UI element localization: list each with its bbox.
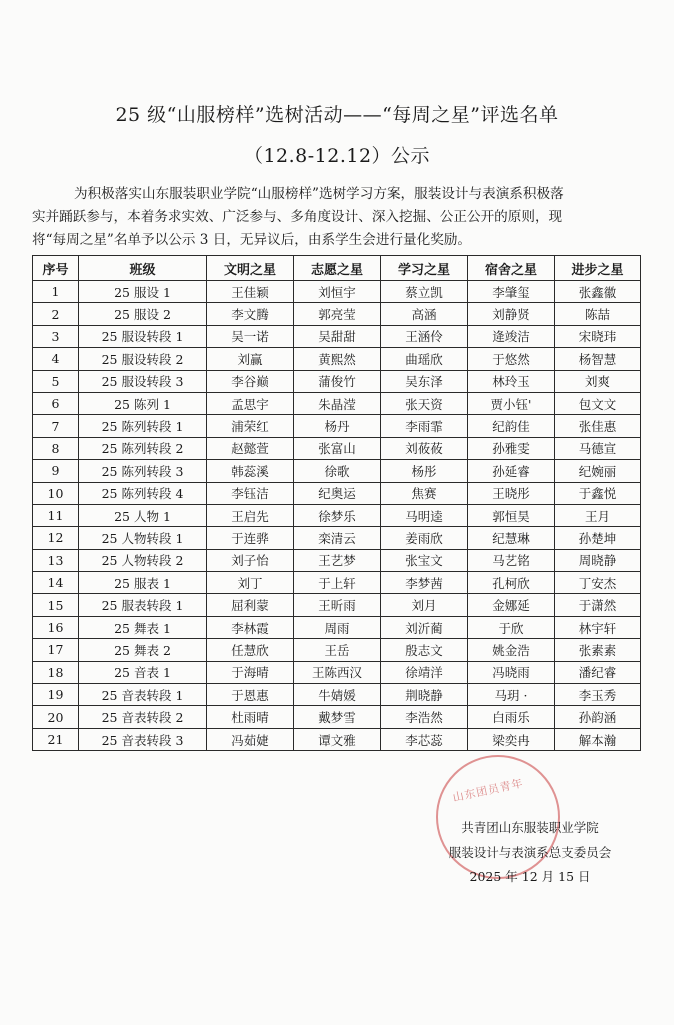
table-row	[33, 616, 641, 638]
table-cell: 刘恒宇	[294, 281, 381, 303]
table-cell: 李文腾	[207, 303, 294, 325]
table-cell: 杨丹	[294, 415, 381, 437]
table-cell: 于海晴	[207, 661, 294, 683]
table-cell: 于连骅	[207, 527, 294, 549]
table-cell: 25 音表转段 2	[79, 706, 207, 728]
table-cell: 17	[33, 639, 79, 661]
table-cell: 李玉秀	[555, 684, 641, 706]
table-cell: 金娜延	[468, 594, 555, 616]
table-cell: 张富山	[294, 437, 381, 459]
table-cell: 包文文	[555, 392, 641, 414]
table-cell: 孔柯欣	[468, 572, 555, 594]
table-cell: 姜雨欣	[381, 527, 468, 549]
star-roster-table	[32, 255, 641, 751]
table-cell: 王晓彤	[468, 482, 555, 504]
column-header: 志愿之星	[294, 256, 381, 281]
table-cell: 王昕雨	[294, 594, 381, 616]
table-cell: 刘月	[381, 594, 468, 616]
table-cell: 25 服设转段 2	[79, 348, 207, 370]
table-body	[33, 281, 641, 751]
table-cell: 陈喆	[555, 303, 641, 325]
table-cell: 于恩惠	[207, 684, 294, 706]
table-cell: 25 舞表 1	[79, 616, 207, 638]
table-row	[33, 527, 641, 549]
table-cell: 于鑫悦	[555, 482, 641, 504]
table-cell: 25 服设 2	[79, 303, 207, 325]
table-cell: 马艺铭	[468, 549, 555, 571]
table-row	[33, 572, 641, 594]
table-cell: 白雨乐	[468, 706, 555, 728]
table-cell: 25 音表 1	[79, 661, 207, 683]
table-cell: 20	[33, 706, 79, 728]
table-cell: 25 音表转段 3	[79, 728, 207, 750]
table-cell: 逄竣洁	[468, 325, 555, 347]
table-cell: 殷志文	[381, 639, 468, 661]
column-header: 班级	[79, 256, 207, 281]
table-cell: 戴梦雪	[294, 706, 381, 728]
table-cell: 纪慧琳	[468, 527, 555, 549]
table-cell: 焦赛	[381, 482, 468, 504]
table-cell: 郭恒昊	[468, 504, 555, 526]
table-cell: 25 陈列转段 2	[79, 437, 207, 459]
table-cell: 蔡立凯	[381, 281, 468, 303]
table-cell: 解本瀚	[555, 728, 641, 750]
table-cell: 林玲玉	[468, 370, 555, 392]
table-cell: 吴一诺	[207, 325, 294, 347]
table-cell: 屈利蒙	[207, 594, 294, 616]
signature-committee: 服装设计与表演系总支委员会	[448, 845, 612, 860]
table-cell: 25 服表转段 1	[79, 594, 207, 616]
table-cell: 高涵	[381, 303, 468, 325]
table-cell: 25 陈列转段 3	[79, 460, 207, 482]
table-cell: 徐梦乐	[294, 504, 381, 526]
table-cell: 李谷巅	[207, 370, 294, 392]
table-cell: 15	[33, 594, 79, 616]
table-cell: 孟思宇	[207, 392, 294, 414]
table-cell: 丁安杰	[555, 572, 641, 594]
table-cell: 刘静贤	[468, 303, 555, 325]
table-cell: 25 服设 1	[79, 281, 207, 303]
table-cell: 刘子怡	[207, 549, 294, 571]
signature-organization: 共青团山东服装职业学院	[461, 820, 599, 835]
document-title: 25 级“山服榜样”选树活动——“每周之星”评选名单	[115, 104, 559, 126]
table-header-row	[33, 256, 641, 281]
table-cell: 25 服设转段 3	[79, 370, 207, 392]
table-cell: 孙延睿	[468, 460, 555, 482]
table-row	[33, 549, 641, 571]
table-cell: 宋晓玮	[555, 325, 641, 347]
table-cell: 12	[33, 527, 79, 549]
table-cell: 王佳颖	[207, 281, 294, 303]
table-row	[33, 370, 641, 392]
table-cell: 21	[33, 728, 79, 750]
signature-date: 2025 年 12 月 15 日	[469, 869, 591, 884]
table-cell: 李钰洁	[207, 482, 294, 504]
table-row	[33, 348, 641, 370]
table-cell: 潘纪睿	[555, 661, 641, 683]
table-cell: 姚金浩	[468, 639, 555, 661]
table-cell: 黄熙然	[294, 348, 381, 370]
table-cell: 李林霞	[207, 616, 294, 638]
table-cell: 吴东泽	[381, 370, 468, 392]
table-cell: 王月	[555, 504, 641, 526]
table-row	[33, 437, 641, 459]
table-cell: 于潇然	[555, 594, 641, 616]
table-cell: 李肇玺	[468, 281, 555, 303]
table-cell: 16	[33, 616, 79, 638]
table-cell: 蒲俊竹	[294, 370, 381, 392]
table-cell: 荆晓静	[381, 684, 468, 706]
table-row	[33, 504, 641, 526]
table-cell: 刘爽	[555, 370, 641, 392]
intro-line: 实并踊跃参与，本着务求实效、广泛参与、多角度设计、深入挖掘、公正公开的原则，现	[32, 209, 563, 225]
table-cell: 冯茹婕	[207, 728, 294, 750]
table-row	[33, 661, 641, 683]
table-cell: 5	[33, 370, 79, 392]
table-cell: 李梦茜	[381, 572, 468, 594]
table-row	[33, 684, 641, 706]
table-cell: 冯晓雨	[468, 661, 555, 683]
table-cell: 王岳	[294, 639, 381, 661]
table-cell: 19	[33, 684, 79, 706]
table-cell: 25 服表 1	[79, 572, 207, 594]
table-cell: 纪韵佳	[468, 415, 555, 437]
table-cell: 王启先	[207, 504, 294, 526]
table-cell: 朱晶滢	[294, 392, 381, 414]
table-cell: 7	[33, 415, 79, 437]
table-cell: 王涵伶	[381, 325, 468, 347]
table-cell: 刘莜莜	[381, 437, 468, 459]
table-row	[33, 639, 641, 661]
table-cell: 张佳惠	[555, 415, 641, 437]
table-cell: 4	[33, 348, 79, 370]
table-cell: 25 人物转段 1	[79, 527, 207, 549]
table-cell: 张宝文	[381, 549, 468, 571]
table-row	[33, 303, 641, 325]
table-cell: 任慧欣	[207, 639, 294, 661]
table-row	[33, 281, 641, 303]
table-cell: 杨彤	[381, 460, 468, 482]
table-cell: 浦荣红	[207, 415, 294, 437]
table-cell: 1	[33, 281, 79, 303]
table-cell: 马明逵	[381, 504, 468, 526]
table-cell: 2	[33, 303, 79, 325]
table-cell: 25 陈列转段 4	[79, 482, 207, 504]
table-cell: 孙雅雯	[468, 437, 555, 459]
table-cell: 徐歌	[294, 460, 381, 482]
column-header: 序号	[33, 256, 79, 281]
table-cell: 纪奥运	[294, 482, 381, 504]
table-cell: 李芯蕊	[381, 728, 468, 750]
table-row	[33, 325, 641, 347]
table-cell: 郭亮莹	[294, 303, 381, 325]
table-cell: 25 人物 1	[79, 504, 207, 526]
table-cell: 9	[33, 460, 79, 482]
table-cell: 10	[33, 482, 79, 504]
table-cell: 吴甜甜	[294, 325, 381, 347]
table-row	[33, 415, 641, 437]
table-cell: 王艺梦	[294, 549, 381, 571]
table-cell: 杜雨晴	[207, 706, 294, 728]
table-row	[33, 460, 641, 482]
table-cell: 25 舞表 2	[79, 639, 207, 661]
table-cell: 8	[33, 437, 79, 459]
table-cell: 梁奕冉	[468, 728, 555, 750]
column-header: 学习之星	[381, 256, 468, 281]
intro-line: 为积极落实山东服装职业学院“山服榜样”选树学习方案，服装设计与表演系积极落	[74, 186, 564, 202]
table-cell: 6	[33, 392, 79, 414]
table-cell: 18	[33, 661, 79, 683]
table-cell: 13	[33, 549, 79, 571]
table-cell: 谭文雅	[294, 728, 381, 750]
table-cell: 杨智慧	[555, 348, 641, 370]
table-cell: 孙韵涵	[555, 706, 641, 728]
table-row	[33, 706, 641, 728]
table-row	[33, 728, 641, 750]
table-row	[33, 392, 641, 414]
table-cell: 张鑫徽	[555, 281, 641, 303]
table-cell: 于欣	[468, 616, 555, 638]
table-cell: 贾小钰'	[468, 392, 555, 414]
column-header: 宿舍之星	[468, 256, 555, 281]
table-cell: 25 音表转段 1	[79, 684, 207, 706]
intro-paragraph	[32, 183, 642, 252]
table-cell: 于悠然	[468, 348, 555, 370]
table-cell: 25 陈列转段 1	[79, 415, 207, 437]
table-cell: 11	[33, 504, 79, 526]
table-cell: 赵懿萱	[207, 437, 294, 459]
column-header: 进步之星	[555, 256, 641, 281]
table-cell: 14	[33, 572, 79, 594]
table-cell: 牛婧媛	[294, 684, 381, 706]
document-subtitle: （12.8-12.12）公示	[243, 145, 431, 167]
table-cell: 马玥 ·	[468, 684, 555, 706]
table-cell: 于上轩	[294, 572, 381, 594]
table-cell: 刘赢	[207, 348, 294, 370]
table-cell: 周雨	[294, 616, 381, 638]
table-cell: 张天资	[381, 392, 468, 414]
table-cell: 李浩然	[381, 706, 468, 728]
table-cell: 刘沂蔺	[381, 616, 468, 638]
table-cell: 张素素	[555, 639, 641, 661]
table-row	[33, 594, 641, 616]
table-cell: 25 服设转段 1	[79, 325, 207, 347]
table-cell: 纪婉丽	[555, 460, 641, 482]
table-cell: 3	[33, 325, 79, 347]
table-cell: 孙楚坤	[555, 527, 641, 549]
table-row	[33, 482, 641, 504]
intro-line: 将“每周之星”名单予以公示 3 日，无异议后，由系学生会进行量化奖励。	[32, 232, 472, 248]
table-cell: 王陈西汉	[294, 661, 381, 683]
table-cell: 刘丁	[207, 572, 294, 594]
table-cell: 25 陈列 1	[79, 392, 207, 414]
seal-text: 山东团员青年	[451, 776, 525, 805]
table-cell: 曲瑶欣	[381, 348, 468, 370]
table-cell: 韩蕊溪	[207, 460, 294, 482]
table-cell: 栾清云	[294, 527, 381, 549]
table-cell: 林宇轩	[555, 616, 641, 638]
table-cell: 李雨霏	[381, 415, 468, 437]
table-cell: 马德宣	[555, 437, 641, 459]
table-cell: 25 人物转段 2	[79, 549, 207, 571]
table-cell: 徐靖洋	[381, 661, 468, 683]
column-header: 文明之星	[207, 256, 294, 281]
table-cell: 周晓静	[555, 549, 641, 571]
